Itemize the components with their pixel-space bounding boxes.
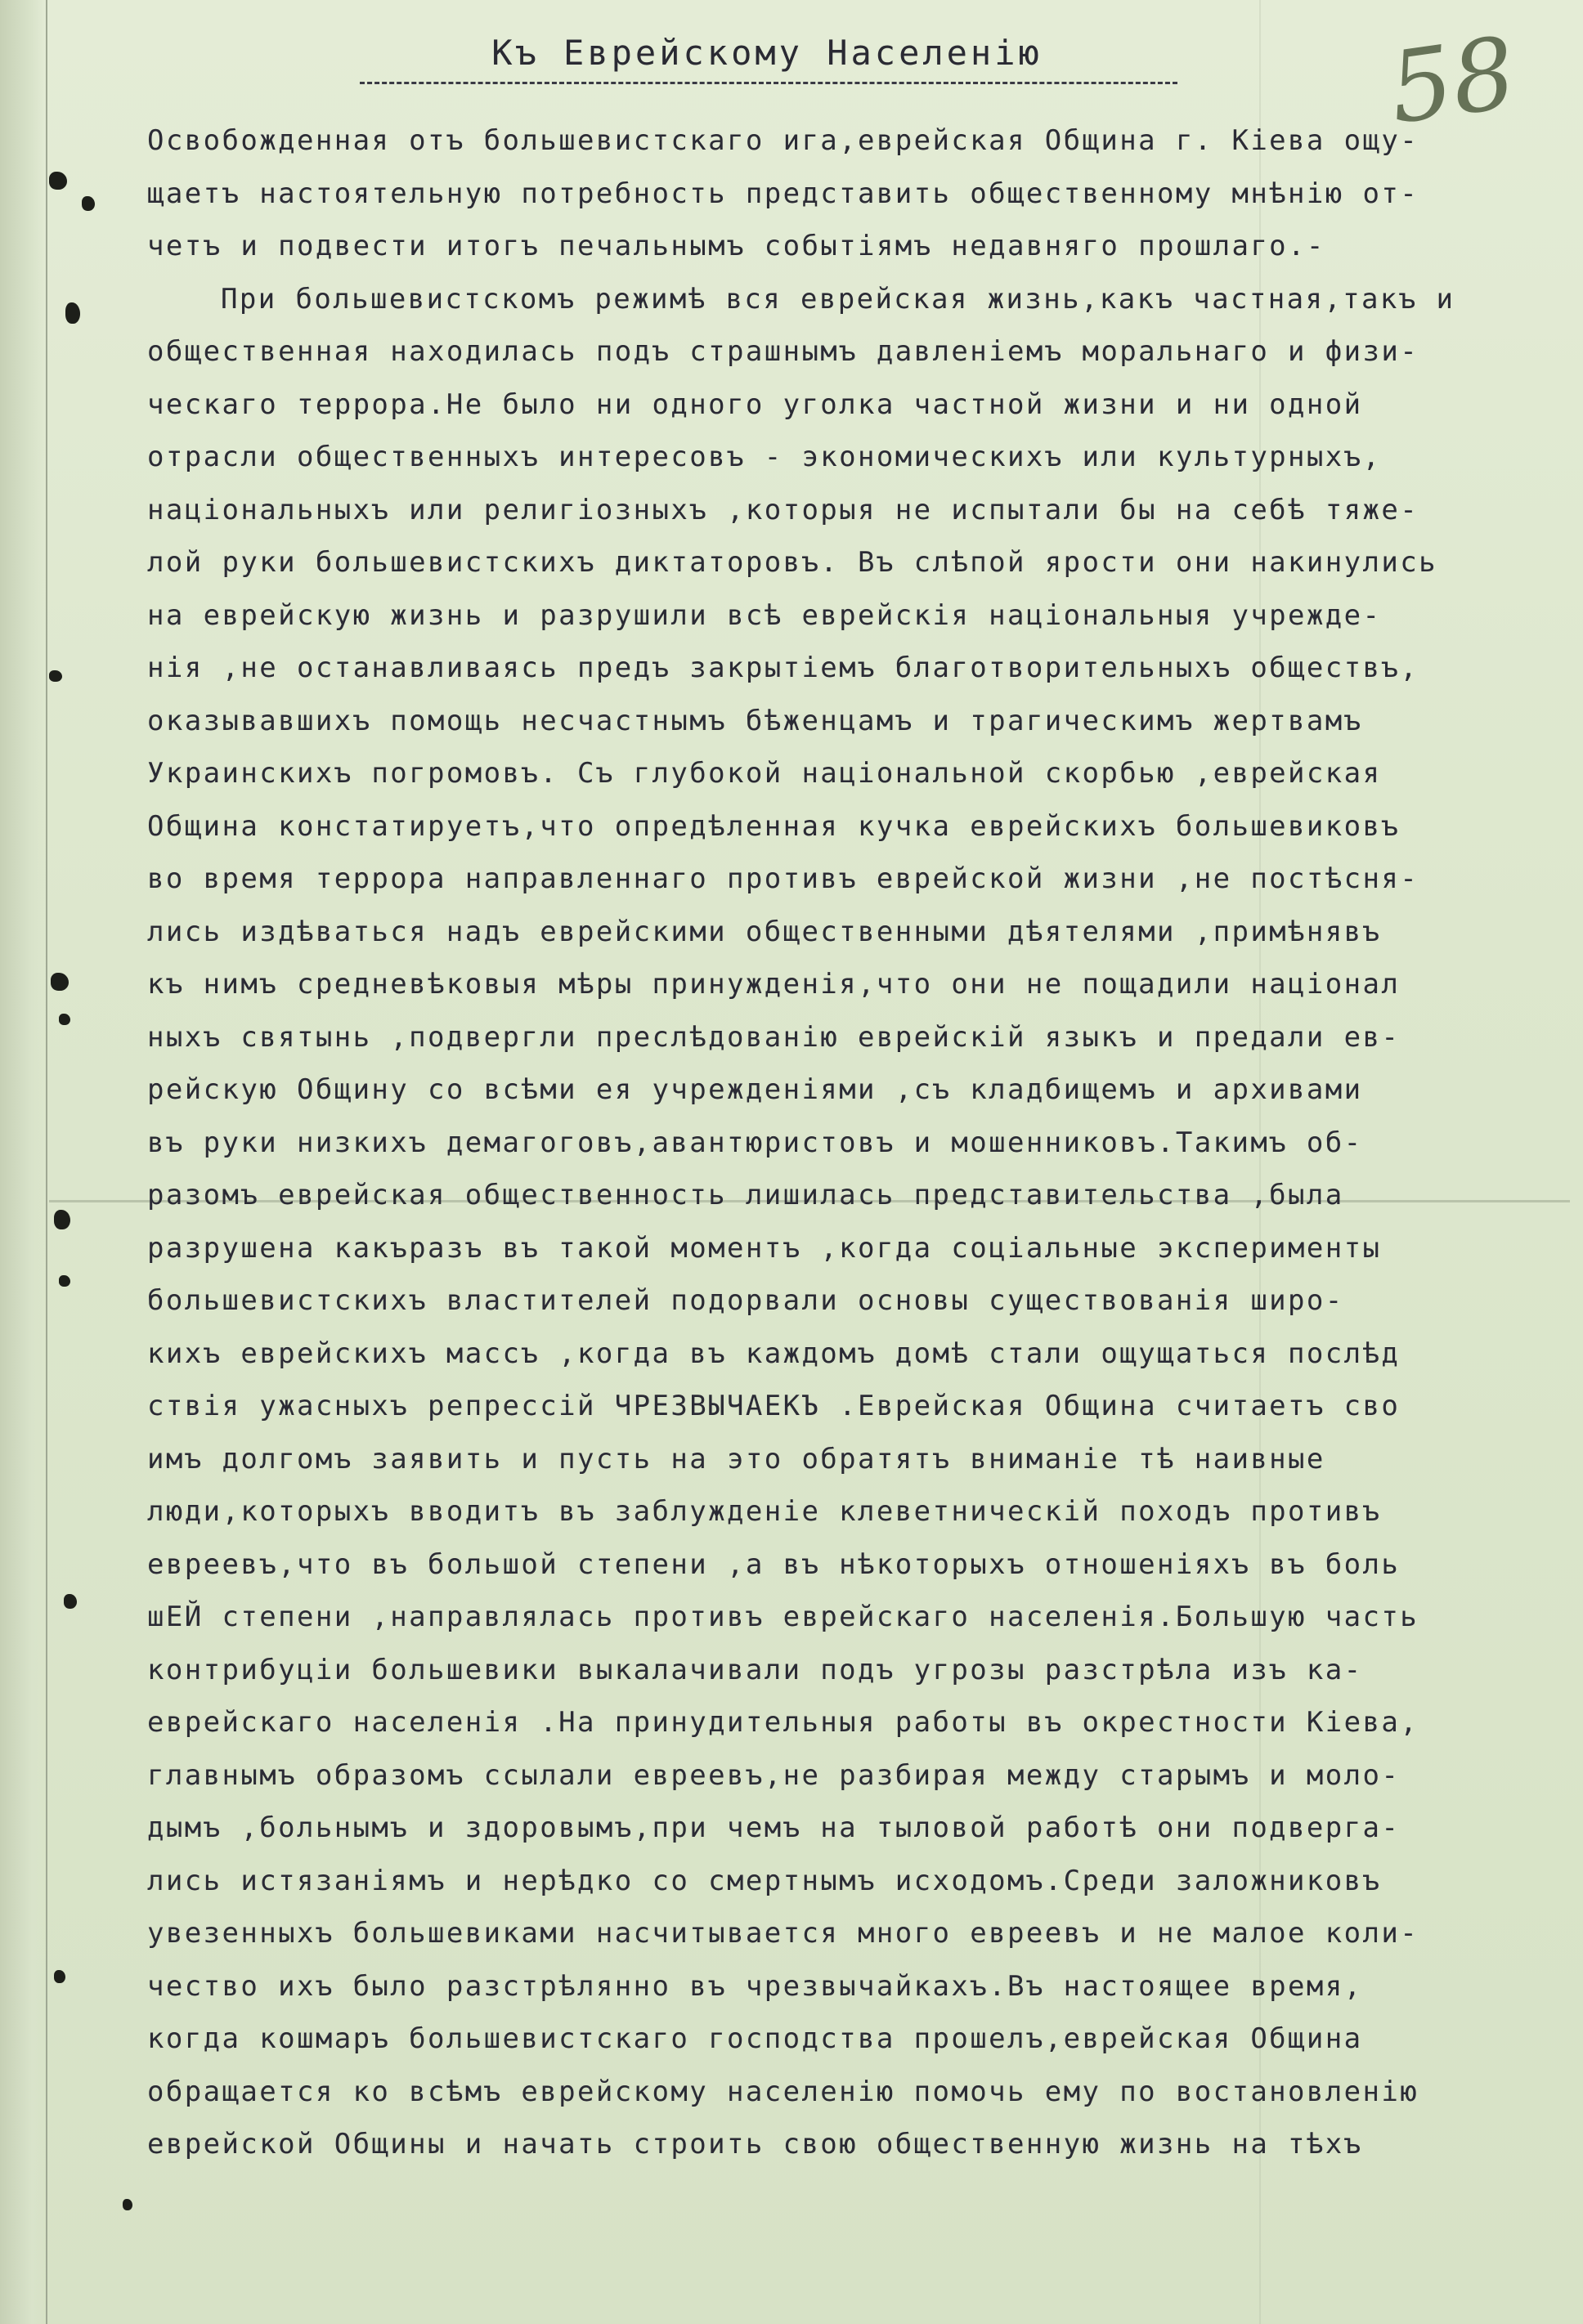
text-line: на еврейскую жизнь и разрушили всѣ еврейскія національныя учрежде- — [147, 598, 1382, 632]
punch-hole — [59, 1275, 70, 1287]
text-line: въ руки низкихъ демагоговъ,авантюристовъ и мошенниковъ.Такимъ об- — [147, 1126, 1363, 1159]
text-line: ческаго террора.Не было ни одного уголка частной жизни и ни одной — [147, 387, 1363, 421]
punch-hole — [65, 302, 80, 324]
text-line: При большевистскомъ режимѣ вся еврейская жизнь,какъ частная,такъ и — [221, 282, 1455, 316]
punch-hole — [54, 1970, 65, 1983]
text-line: Освобожденная отъ большевистскаго ига,еврейская Община г. Кіева ощу- — [147, 124, 1419, 157]
text-line: Украинскихъ погромовъ. Съ глубокой національной скорбью ,еврейская — [147, 757, 1382, 790]
text-line: евреевъ,что въ большой степени ,а въ нѣкоторыхъ отношеніяхъ въ боль — [147, 1547, 1401, 1581]
punch-hole — [82, 196, 95, 211]
text-line: лись издѣваться надъ еврейскими общественными дѣятелями ,примѣнявъ — [147, 915, 1382, 948]
text-line: обращается ко всѣмъ еврейскому населенію помочь ему по востановленію — [147, 2075, 1419, 2108]
punch-hole — [123, 2199, 132, 2210]
punch-hole — [59, 1014, 70, 1025]
punch-hole — [54, 1210, 70, 1229]
punch-hole — [49, 670, 62, 682]
text-line: Община констатируетъ,что опредѣленная кучка еврейскихъ большевиковъ — [147, 809, 1401, 843]
punch-hole — [64, 1594, 77, 1609]
text-line: главнымъ образомъ ссылали евреевъ,не разбирая между старымъ и моло- — [147, 1758, 1401, 1792]
text-line: люди,которыхъ вводитъ въ заблужденіе клеветническій походъ противъ — [147, 1495, 1382, 1528]
text-line: общественная находилась подъ страшнымъ давленіемъ моральнаго и физи- — [147, 335, 1419, 368]
text-line: щаетъ настоятельную потребность представить общественному мнѣнію от- — [147, 177, 1419, 210]
handwritten-folio-number: 58 — [1383, 16, 1522, 146]
text-line: увезенныхъ большевиками насчитывается много евреевъ и не малое коли- — [147, 1917, 1419, 1950]
text-line: имъ долгомъ заявить и пусть на это обратятъ вниманіе тѣ наивные — [147, 1442, 1325, 1475]
text-line: чество ихъ было разстрѣлянно въ чрезвычайкахъ.Въ настоящее время, — [147, 1969, 1363, 2003]
text-line: лись истязаніямъ и нерѣдко со смертнымъ исходомъ.Среди заложниковъ — [147, 1864, 1382, 1897]
text-line: кихъ еврейскихъ массъ ,когда въ каждомъ домѣ стали ощущаться послѣд — [147, 1337, 1401, 1370]
text-line: большевистскихъ властителей подорвали основы существованія широ- — [147, 1284, 1344, 1317]
text-line: нія ,не останавливаясь предъ закрытіемъ благотворительныхъ обществъ, — [147, 652, 1419, 684]
text-line: еврейской Общины и начать строить свою общественную жизнь на тѣхъ — [147, 2128, 1363, 2161]
text-line: разрушена какъразъ въ такой моментъ ,когда соціальные эксперименты — [147, 1231, 1382, 1265]
page-left-margin-strip — [0, 0, 47, 2324]
punch-hole — [51, 973, 69, 991]
text-line: контрибуціи большевики выкалачивали подъ угрозы разстрѣла изъ ка- — [147, 1653, 1363, 1686]
text-line: шЕЙ степени ,направлялась противъ еврейскаго населенія.Большую часть — [147, 1601, 1419, 1633]
punch-hole — [49, 172, 67, 190]
text-line: лой руки большевистскихъ диктаторовъ. Въ слѣпой ярости они накинулись — [147, 546, 1438, 579]
document-body — [147, 114, 1488, 2171]
text-line: ствія ужасныхъ репрессій ЧРЕЗВЫЧАЕКЪ .Еврейская Община считаетъ сво — [147, 1390, 1401, 1422]
text-line: дымъ ,больнымъ и здоровымъ,при чемъ на тыловой работѣ они подверга- — [147, 1811, 1401, 1844]
title-underline — [360, 82, 1177, 84]
text-line: рейскую Общину со всѣми ея учрежденіями ,съ кладбищемъ и архивами — [147, 1073, 1363, 1106]
text-line: отрасли общественныхъ интересовъ - экономическихъ или культурныхъ, — [147, 441, 1382, 473]
text-line: четъ и подвести итогъ печальнымъ событіямъ недавняго прошлаго.- — [147, 230, 1325, 262]
text-line: разомъ еврейская общественность лишилась представительства ,была — [147, 1179, 1344, 1211]
text-line: во время террора направленнаго противъ еврейской жизни ,не постѣсня- — [147, 862, 1419, 895]
text-line: ныхъ святынь ,подвергли преслѣдованію еврейскій языкъ и предали ев- — [147, 1020, 1401, 1054]
document-title: Къ Еврейскому Населенію — [491, 33, 1043, 73]
text-line: къ нимъ средневѣковыя мѣры принужденія,что они не пощадили націонал — [147, 968, 1401, 1001]
text-line: еврейскаго населенія .На принудительныя работы въ окрестности Кіева, — [147, 1706, 1419, 1739]
text-line: оказывавшихъ помощь несчастнымъ бѣженцамъ и трагическимъ жертвамъ — [147, 704, 1363, 737]
text-line: когда кошмаръ большевистскаго господства прошелъ,еврейская Община — [147, 2022, 1363, 2055]
text-line: національныхъ или религіозныхъ ,которыя не испытали бы на себѣ тяже- — [147, 493, 1419, 526]
